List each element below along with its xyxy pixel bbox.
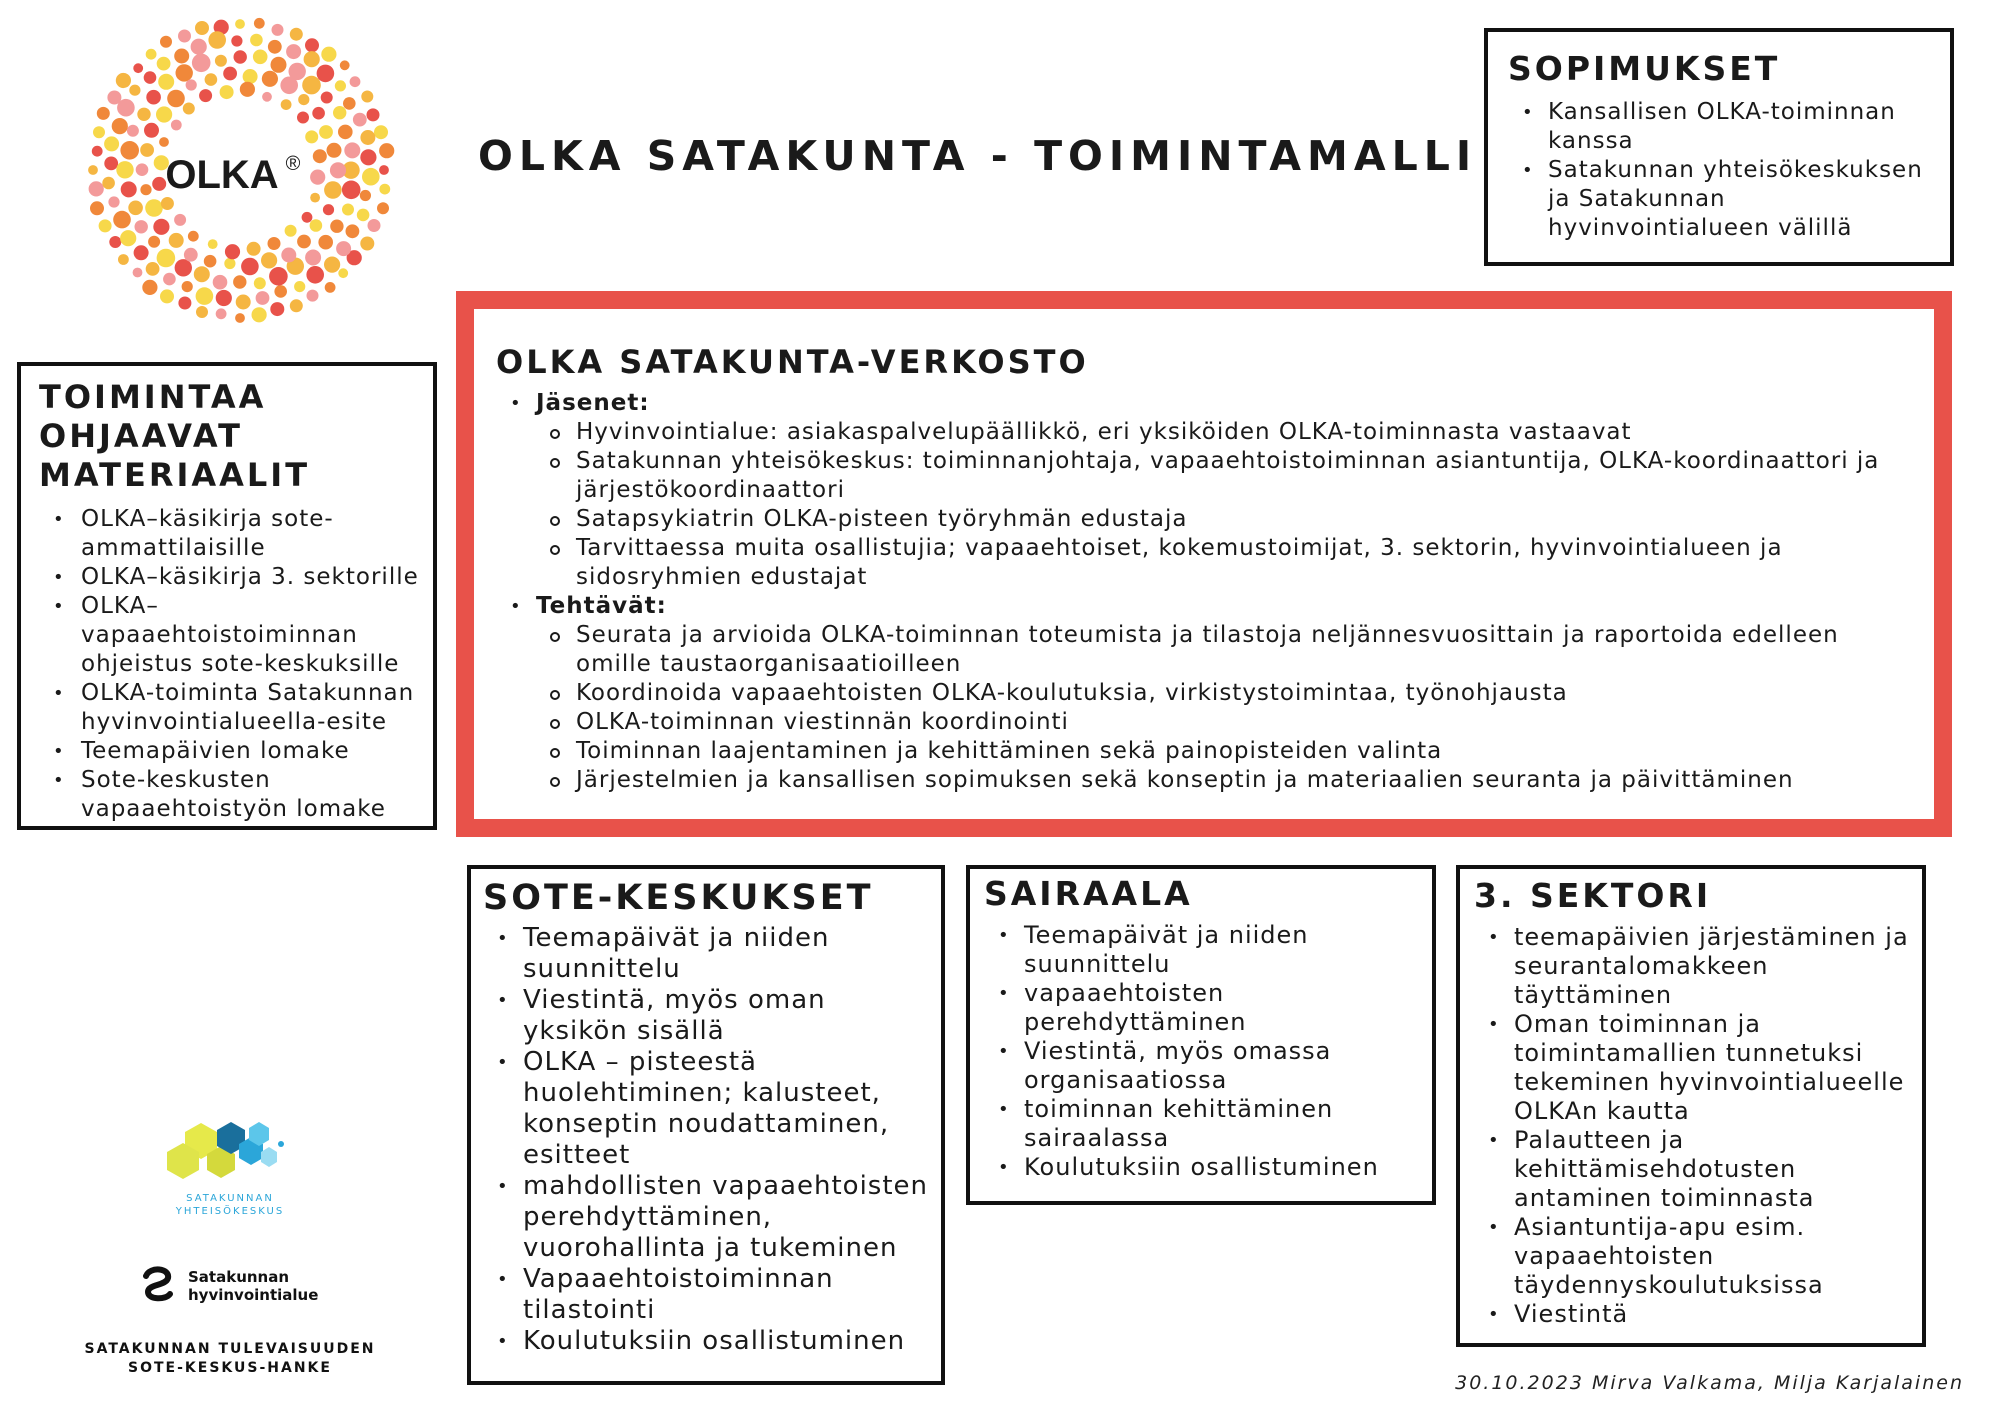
heading-line: MATERIAALIT [39,456,311,494]
logo-dot [262,71,278,87]
logo-dot [178,297,191,310]
logo-dot [196,287,214,305]
logo-dot [133,268,143,278]
logo-dot [367,108,380,121]
tehtavat-list [536,621,1914,795]
list-item: Hyvinvointialue: asiakaspalvelupäällikkö, eri yksiköiden OLKA-toiminnasta vastaavat [536,418,1914,447]
logo-dot [90,201,104,215]
logo-dot [379,165,389,175]
logo-dot [116,73,131,88]
logo-dot [191,39,207,55]
logo-registered-mark: ® [285,153,301,175]
logo-dot [290,28,303,41]
logo-dot [297,235,311,249]
logo-dot [120,230,136,246]
logo-dot [271,57,287,73]
sote-keskukset-box [467,865,945,1385]
sote-list [483,923,931,1357]
logo-dot [306,266,324,284]
logo-dot [286,44,301,59]
verkosto-heading: OLKA SATAKUNTA-VERKOSTO [496,343,1089,381]
yhteisokeskus-name: SATAKUNNAN YHTEISÖKESKUS [175,1193,285,1217]
list-item: Satapsykiatrin OLKA-pisteen työryhmän edustaja [536,505,1914,534]
logo-dot [310,193,320,203]
logo-dot [88,165,98,175]
logo-dot [338,268,348,278]
verkosto-group-jasenet [496,389,1914,592]
list-item: • Teemapäivät ja niiden suunnittelu [483,923,931,985]
list-item: • Satakunnan yhteisökeskuksen ja Satakunnan hyvinvointialueen välillä [1508,156,1932,243]
logo-dot [234,50,247,63]
logo-dot [174,214,186,226]
logo-dot [312,107,325,120]
logo-dot [253,50,268,65]
logo-dot [153,219,169,235]
logo-dot [213,275,228,290]
logo-dot [116,161,133,178]
logo-dot [310,219,323,232]
logo-dot [120,141,139,160]
page-title: OLKA SATAKUNTA - TOIMINTAMALLI [478,132,1478,180]
logo-dot [280,77,298,95]
logo-dot [146,262,160,276]
logo-dot [340,60,350,70]
logo-dot [146,49,157,60]
logo-dot [377,202,389,214]
logo-dot [160,36,172,48]
logo-dot [302,76,321,95]
logo-dot [133,63,143,73]
list-item: • OLKA–vapaaehtoistoiminnan ohjeistus sote-keskuksille [39,592,433,679]
verkosto-box [456,291,1952,837]
logo-dot [350,76,361,87]
verkosto-list [496,389,1914,795]
logo-dot [360,237,374,251]
logo-dot [121,181,137,197]
logo-dot [281,248,296,263]
logo-dot [360,149,376,165]
logo-dot [176,64,193,81]
heading-line: OHJAAVAT [39,417,243,455]
logo-dot [335,80,346,91]
group-label: Jäsenet: [536,390,650,416]
list-item: Satakunnan yhteisökeskus: toiminnanjohtaja, vapaaehtoistoiminnan asiantuntija, OLKA-koordinaattori ja järjestökoordinaattori [536,447,1914,505]
logo-dot [108,196,119,207]
logo-dot [208,31,226,49]
logo-dot [146,90,161,105]
logo-dot [199,89,212,102]
sairaala-box [966,865,1436,1205]
footer-credit: 30.10.2023 Mirva Valkama, Milja Karjalainen [1455,1372,1964,1394]
logo-dot [157,57,171,71]
logo-dot [305,38,319,52]
logo-dot [188,231,199,242]
logo-dot [223,67,237,81]
logo-dot [129,85,140,96]
materiaalit-box [17,362,437,830]
list-item: • Teemapäivien lomake [39,737,433,766]
logo-dot [236,295,251,310]
logo-dot [290,299,303,312]
logo-dot [99,219,112,232]
logo-dot [305,130,318,143]
logo-dot [92,146,103,157]
logo-dot [235,313,245,323]
logo-dot [128,201,143,216]
logo-dot [186,79,197,90]
logo-dot [104,136,119,151]
logo-dot [252,307,267,322]
logo-dot [231,35,242,46]
logo-text: OLKA [165,153,279,197]
logo-dot [205,73,218,86]
logo-dot [379,184,390,195]
logo-dot [342,181,361,200]
list-item: Toiminnan laajentaminen ja kehittäminen sekä painopisteiden valinta [536,737,1914,766]
logo-dot [270,302,284,316]
sote-heading: SOTE-KESKUKSET [483,878,874,918]
logo-dot [117,99,135,117]
logo-dot [169,233,184,248]
heading-line: TOIMINTAA [39,378,267,416]
logo-dot [163,273,176,286]
logo-dot [140,184,151,195]
list-item: • toiminnan kehittäminen sairaalassa [984,1095,1422,1153]
sopimukset-box [1484,28,1954,266]
logo-dot [268,237,281,250]
logo-dot [360,190,371,201]
logo-dot [307,290,319,302]
logo-dot [342,204,354,216]
logo-dot [241,258,259,276]
logo-dot [319,125,333,139]
logo-dot [161,197,174,210]
logo-dot [167,90,185,108]
logo-dot [89,181,104,196]
logo-dot [184,248,198,262]
logo-dot [344,142,360,158]
list-item: • vapaaehtoisten perehdyttäminen [984,979,1422,1037]
project-name: SATAKUNNAN TULEVAISUUDEN SOTE-KESKUS-HANKE [84,1341,376,1376]
yhteisokeskus-logo [163,1118,293,1188]
logo-dot [353,113,367,127]
logo-dot [330,220,343,233]
logo-dot [208,239,218,249]
logo-dot [118,254,129,265]
logo-dot [159,137,169,147]
list-item: • OLKA–käsikirja 3. sektorille [39,563,433,592]
logo-dot [247,242,261,256]
logo-dot [321,92,333,104]
logo-dot [368,219,381,232]
logo-dot [360,130,375,145]
materiaalit-list [39,505,433,824]
list-item: • Viestintä, myös omassa organisaatiossa [984,1037,1422,1095]
logo-dot [148,236,160,248]
logo-dot [113,211,131,229]
list-item: • Teemapäivät ja niiden suunnittelu [984,921,1422,979]
sairaala-list [984,921,1422,1182]
logo-dot [298,94,309,105]
logo-dot [196,306,208,318]
list-item: • Kansallisen OLKA-toiminnan kanssa [1508,98,1932,156]
logo-dot [336,241,351,256]
logo-dot [285,225,297,237]
logo-dot [171,120,182,131]
logo-dot [136,163,149,176]
logo-dot [137,108,150,121]
list-item: • Sote-keskusten vapaaehtoistyön lomake [39,766,433,824]
logo-dot [272,24,284,36]
logo-dot [281,99,292,110]
logo-dot [254,18,265,29]
list-item: • Viestintä, myös oman yksikön sisällä [483,985,931,1047]
logo-dot [145,199,163,217]
logo-dot [297,112,309,124]
logo-dot [324,257,340,273]
list-item: • OLKA – pisteestä huolehtiminen; kalusteet, konseptin noudattaminen, esitteet [483,1047,931,1171]
logo-dot [330,162,346,178]
list-item: • Koulutuksiin osallistuminen [984,1153,1422,1182]
logo-dot [261,252,277,268]
jasenet-list [536,418,1914,592]
logo-dot [302,212,313,223]
hyvinvointialue-name: Satakunnan hyvinvointialue [188,1268,319,1304]
logo-dot [104,157,118,171]
logo-dot [338,125,353,140]
list-item: • Oman toiminnan ja toimintamallien tunnetuksi tekeminen hyvinvointialueelle OLKAn kautta [1474,1010,1914,1126]
logo-dot [304,51,320,67]
logo-dot [140,143,154,157]
logo-dot [254,277,266,289]
logo-dot [97,107,110,120]
logo-dot [327,143,342,158]
logo-dot [194,266,210,282]
logo-dot [310,170,325,185]
logo-dot [268,40,282,54]
logo-dot [152,177,166,191]
logo-dot [269,267,288,286]
logo-dot [346,224,360,238]
logo-dot [204,255,217,268]
olka-logo [80,10,400,330]
logo-dot [240,82,255,97]
logo-dot [225,244,240,259]
logo-dot [317,65,335,83]
logo-dot [224,258,235,269]
logo-dot [112,118,128,134]
list-item: Järjestelmien ja kansallisen sopimuksen sekä konseptin ja materiaalien seuranta ja päivittäminen [536,766,1914,795]
sairaala-heading: SAIRAALA [984,874,1193,913]
logo-dot [321,47,336,62]
logo-dot [357,209,370,222]
logo-dot [144,123,159,138]
kolmas-sektori-box [1456,865,1926,1347]
logo-dot [379,143,394,158]
list-item: • Palautteen ja kehittämisehdotusten antaminen toiminnasta [1474,1126,1914,1213]
logo-dot [135,220,148,233]
logo-dot [256,291,270,305]
logo-dot [183,103,195,115]
logo-dot [233,275,246,288]
logo-dot [142,280,157,295]
list-item: • OLKA-toiminta Satakunnan hyvinvointialueella-esite [39,679,433,737]
logo-dot [313,149,327,163]
logo-dot [262,92,272,102]
list-item: Koordinoida vapaaehtoisten OLKA-koulutuksia, virkistystoimintaa, työnohjausta [536,679,1914,708]
logo-dot [343,97,356,110]
sektori-list [1474,923,1914,1329]
logo-dot [182,281,193,292]
list-item: • mahdollisten vapaaehtoisten perehdyttäminen, vuorohallinta ja tukeminen [483,1171,931,1264]
logo-dot [305,250,321,266]
logo-dot [93,126,105,138]
sektori-heading: 3. SEKTORI [1474,876,1712,915]
logo-dot [216,290,232,306]
list-item: Seurata ja arvioida OLKA-toiminnan toteumista ja tilastoja neljännesvuosittain ja raportoida edelleen omille taustaorganisaatioilleen [536,621,1914,679]
logo-dot [160,289,174,303]
logo-dot [333,106,346,119]
logo-dot [157,249,176,268]
logo-dot [174,49,189,64]
logo-dot [158,74,174,90]
materiaalit-heading [39,378,433,495]
logo-dot [156,106,172,122]
logo-dot [220,85,234,99]
logo-dot [195,21,209,35]
logo-dot [134,245,149,260]
logo-dot [325,282,336,293]
logo-dot [324,181,342,199]
list-item: • Viestintä [1474,1300,1914,1329]
verkosto-group-tehtavat [496,592,1914,795]
logo-dot [109,236,121,248]
logo-dot [216,308,227,319]
logo-dot [235,19,245,29]
sopimukset-heading: SOPIMUKSET [1508,49,1781,88]
list-item: OLKA-toiminnan viestinnän koordinointi [536,708,1914,737]
list-item: • Asiantuntija-apu esim. vapaaehtoisten täydennyskoulutuksissa [1474,1213,1914,1300]
hyvinvointialue-logo [140,1266,174,1308]
logo-dot [361,91,373,103]
logo-dot [318,235,333,250]
list-item: • OLKA–käsikirja sote-ammattilaisille [39,505,433,563]
sopimukset-list [1508,98,1932,243]
list-item: • teemapäivien järjestäminen ja seurantalomakkeen täyttäminen [1474,923,1914,1010]
logo-dot [144,71,157,84]
logo-dot [274,285,287,298]
list-item: Tarvittaessa muita osallistujia; vapaaehtoiset, kokemustoimijat, 3. sektorin, hyvinvointialueen ja sidosryhmien edustajat [536,534,1914,592]
logo-dot [215,55,227,67]
logo-dot [374,125,388,139]
logo-dot [323,204,334,215]
logo-dot [243,69,258,84]
logo-dot [362,168,380,186]
logo-dot [294,281,305,292]
logo-dot [178,30,191,43]
logo-dot [175,259,192,276]
group-label: Tehtävät: [536,593,667,619]
logo-dot [102,177,115,190]
list-item: • Koulutuksiin osallistuminen [483,1326,931,1357]
logo-dot [127,125,139,137]
list-item: • Vapaaehtoistoiminnan tilastointi [483,1264,931,1326]
logo-dot [192,54,211,73]
logo-dot [250,34,263,47]
